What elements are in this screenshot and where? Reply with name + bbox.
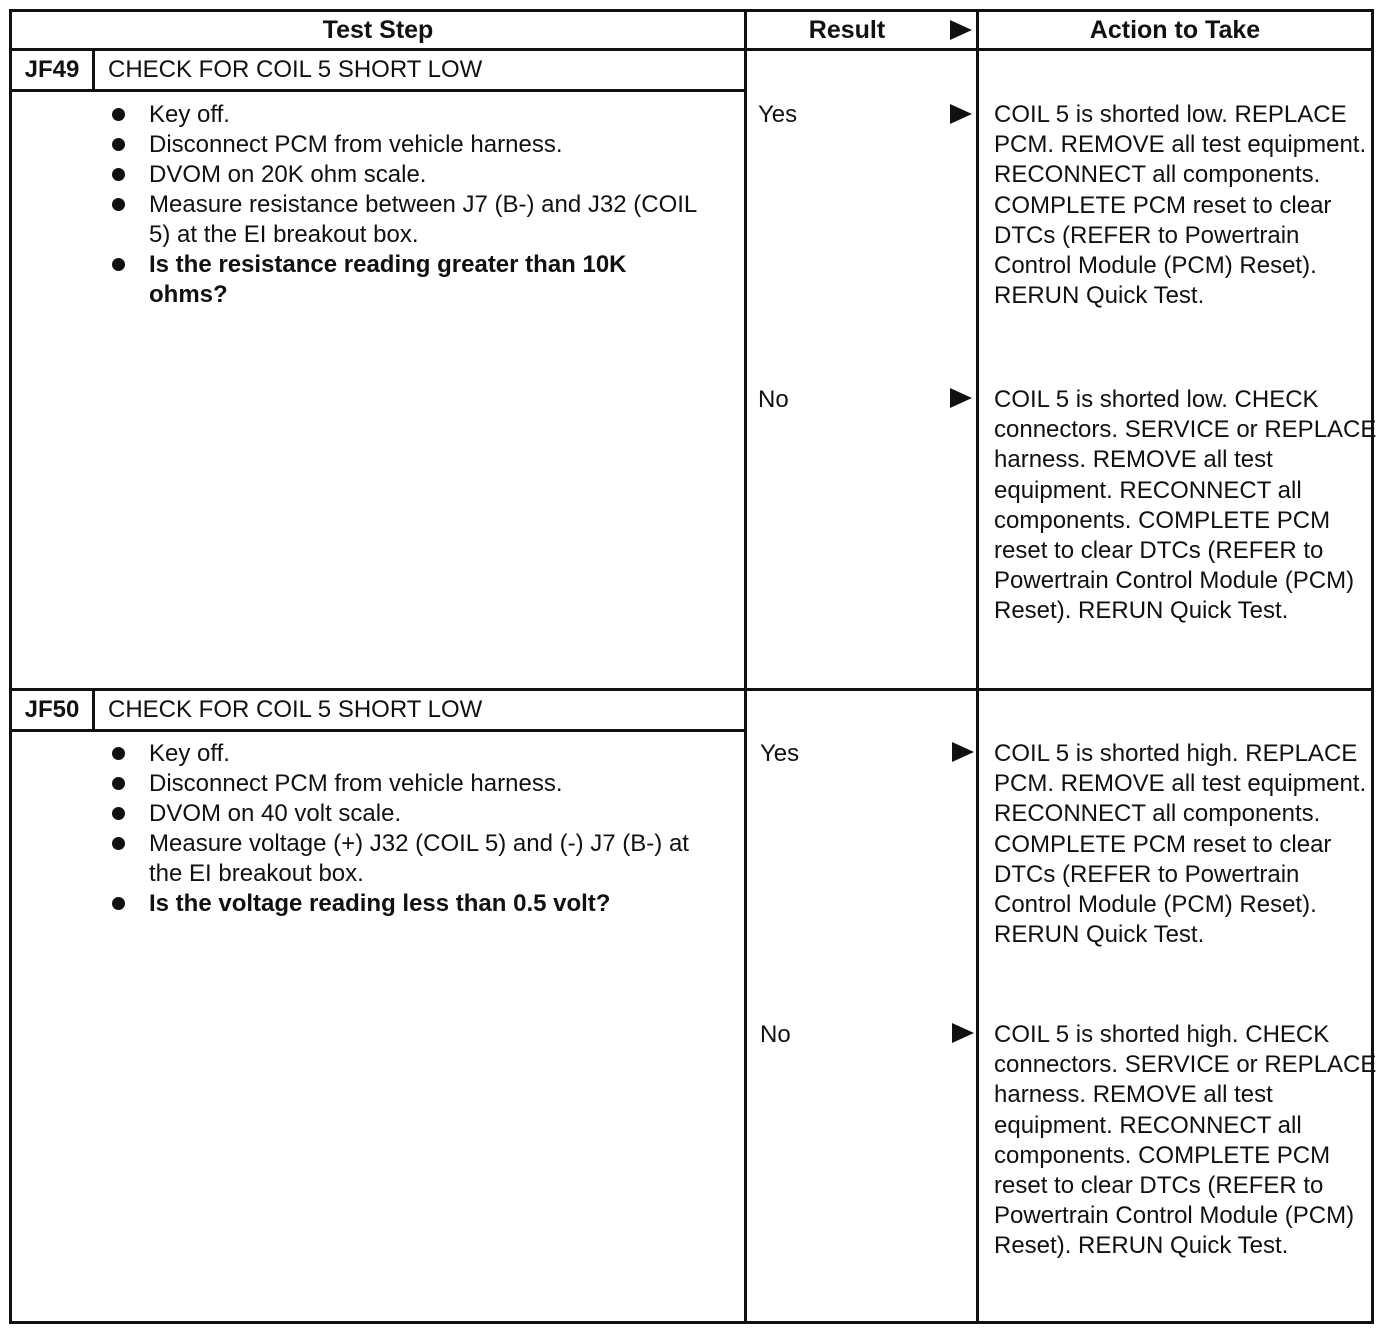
result-yes: Yes bbox=[758, 101, 798, 128]
instruction-item: Key off. bbox=[104, 100, 704, 130]
bullet-icon bbox=[112, 747, 125, 760]
instruction-item: DVOM on 20K ohm scale. bbox=[104, 160, 704, 190]
header-arrow-icon bbox=[950, 20, 972, 40]
action-no: COIL 5 is shorted high. CHECK connectors. SERVICE or REPLACE harness. REMOVE all test equipment. RECONNECT all components. COMPLETE PCM reset to clear DTCs (REFER to Powertrain Control Module (PCM) Reset). RERUN Quick Test. bbox=[994, 1021, 1377, 1260]
step-title-row bbox=[12, 51, 744, 92]
action-yes: COIL 5 is shorted high. REPLACE PCM. REMOVE all test equipment. RECONNECT all components. COMPLETE PCM reset to clear DTCs (REFER to Powertrain Control Module (PCM) Reset). RERUN Quick Test. bbox=[994, 740, 1367, 949]
result-no: No bbox=[758, 386, 789, 413]
step-title: CHECK FOR COIL 5 SHORT LOW bbox=[108, 56, 483, 83]
bullet-icon bbox=[112, 258, 125, 271]
result-arrow-icon bbox=[952, 1023, 974, 1043]
bullet-icon bbox=[112, 777, 125, 790]
bullet-icon bbox=[112, 198, 125, 211]
instruction-question: Is the resistance reading greater than 10K ohms? bbox=[104, 250, 704, 310]
bullet-icon bbox=[112, 807, 125, 820]
header-test-step: Test Step bbox=[322, 16, 434, 44]
instruction-item: DVOM on 40 volt scale. bbox=[104, 799, 704, 829]
step-title-row bbox=[12, 691, 744, 732]
instruction-item: Disconnect PCM from vehicle harness. bbox=[104, 130, 704, 160]
header-action: Action to Take bbox=[1089, 16, 1261, 44]
bullet-icon bbox=[112, 108, 125, 121]
instruction-item: Key off. bbox=[104, 739, 704, 769]
result-no: No bbox=[760, 1021, 791, 1048]
bullet-icon bbox=[112, 138, 125, 151]
bullet-icon bbox=[112, 168, 125, 181]
instruction-item: Disconnect PCM from vehicle harness. bbox=[104, 769, 704, 799]
result-yes: Yes bbox=[760, 740, 800, 767]
instruction-item: Measure voltage (+) J32 (COIL 5) and (-) J7 (B-) at the EI breakout box. bbox=[104, 829, 704, 889]
result-arrow-icon bbox=[952, 742, 974, 762]
step-id: JF49 bbox=[12, 51, 95, 89]
bullet-icon bbox=[112, 837, 125, 850]
action-no: COIL 5 is shorted low. CHECK connectors. SERVICE or REPLACE harness. REMOVE all test equipment. RECONNECT all components. COMPLETE PCM reset to clear DTCs (REFER to Powertrain Control Module (PCM) Reset). RERUN Quick Test. bbox=[994, 386, 1377, 625]
step-instructions bbox=[104, 739, 704, 919]
bullet-icon bbox=[112, 897, 125, 910]
column-divider-1 bbox=[744, 12, 747, 1321]
step-title: CHECK FOR COIL 5 SHORT LOW bbox=[108, 696, 483, 723]
result-arrow-icon bbox=[950, 104, 972, 124]
action-yes: COIL 5 is shorted low. REPLACE PCM. REMOVE all test equipment. RECONNECT all components. COMPLETE PCM reset to clear DTCs (REFER to Powertrain Control Module (PCM) Reset). RERUN Quick Test. bbox=[994, 101, 1367, 310]
step-instructions bbox=[104, 100, 704, 310]
column-divider-2 bbox=[976, 12, 979, 1321]
header-result: Result bbox=[808, 16, 886, 44]
diagnostic-table bbox=[9, 9, 1377, 1324]
step-id: JF50 bbox=[12, 691, 95, 729]
instruction-question: Is the voltage reading less than 0.5 volt? bbox=[104, 889, 704, 919]
instruction-item: Measure resistance between J7 (B-) and J32 (COIL 5) at the EI breakout box. bbox=[104, 190, 704, 250]
result-arrow-icon bbox=[950, 388, 972, 408]
